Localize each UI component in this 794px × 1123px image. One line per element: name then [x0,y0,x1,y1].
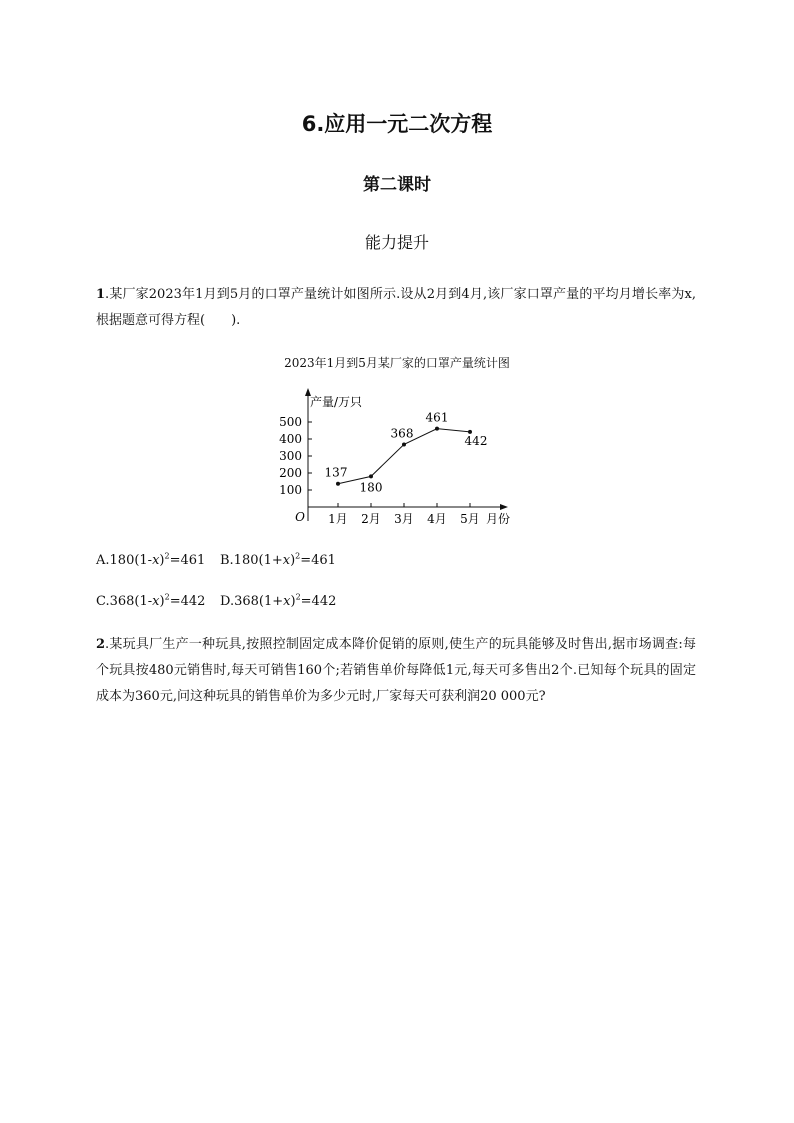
data-label-5: 442 [464,433,488,448]
option-c-rhs: =442 [169,594,206,609]
option-b-rhs: =461 [300,553,336,568]
x-tick-label-1: 1月 [328,512,348,526]
y-tick-label-400: 400 [279,432,302,446]
option-d-rhs: =442 [300,594,337,609]
option-d-post: ) [290,594,296,609]
data-point-3 [402,442,406,446]
option-b-var: x [282,553,291,568]
question-2-text: .某玩具厂生产一种玩具,按照控制固定成本降价促销的原则,使生产的玩具能够及时售出,据市场调查:每个玩具按480元销售时,每天可销售160个;若销售单价每降低1元,每天可多售出2个.已知每个玩具的固定成本为360元,问这种玩具的销售单价为多少元时,厂家每天可获利润20 000元? [96,637,696,704]
data-point-2 [369,474,373,478]
data-label-4: 461 [425,410,449,425]
section-heading: 能力提升 [364,233,429,252]
option-d-var: x [283,594,291,609]
option-b-pre: B.180(1+ [220,553,283,568]
question-1-number: 1 [96,287,106,302]
question-2-number: 2 [96,637,106,652]
page-title: 6.应用一元二次方程 [301,112,493,136]
y-tick-label-500: 500 [279,415,302,429]
lesson-subtitle: 第二课时 [363,175,431,195]
option-a-rhs: =461 [169,553,206,568]
y-tick-label-200: 200 [279,466,302,480]
option-c [96,594,205,609]
option-d [220,594,336,609]
option-c-post: ) [159,594,165,609]
chart-title: 2023年1月到5月某厂家的口罩产量统计图 [284,356,510,370]
question-1 [96,282,696,334]
production-line-chart [270,384,520,534]
data-label-1: 137 [324,465,348,480]
option-d-exp: 2 [295,592,301,602]
x-axis-label: 月份 [486,512,511,526]
y-tick-label-300: 300 [279,449,302,463]
data-label-3: 368 [390,426,414,441]
x-tick-label-2: 2月 [361,512,381,526]
x-tick-label-5: 5月 [460,512,480,526]
option-b [220,553,336,568]
data-point-1 [336,482,340,486]
option-a [96,553,205,568]
data-label-2: 180 [359,480,383,495]
option-c-exp: 2 [164,592,170,602]
option-c-var: x [152,594,160,609]
option-d-pre: D.368(1+ [220,594,284,609]
option-a-pre: A.180(1- [96,553,153,568]
x-tick-label-4: 4月 [427,512,447,526]
option-c-pre: C.368(1- [96,594,153,609]
data-point-4 [435,427,439,431]
option-b-exp: 2 [295,551,301,561]
y-axis-label: 产量/万只 [310,395,363,409]
option-a-post: ) [159,553,165,568]
option-a-var: x [152,553,160,568]
origin-label: O [295,510,305,524]
question-2 [96,632,696,710]
x-tick-label-3: 3月 [394,512,414,526]
question-1-text: .某厂家2023年1月到5月的口罩产量统计如图所示.设从2月到4月,该厂家口罩产量的平均月增长率为x,根据题意可得方程( ). [96,287,696,328]
y-tick-label-100: 100 [279,483,302,497]
option-a-exp: 2 [164,551,170,561]
option-b-post: ) [290,553,296,568]
